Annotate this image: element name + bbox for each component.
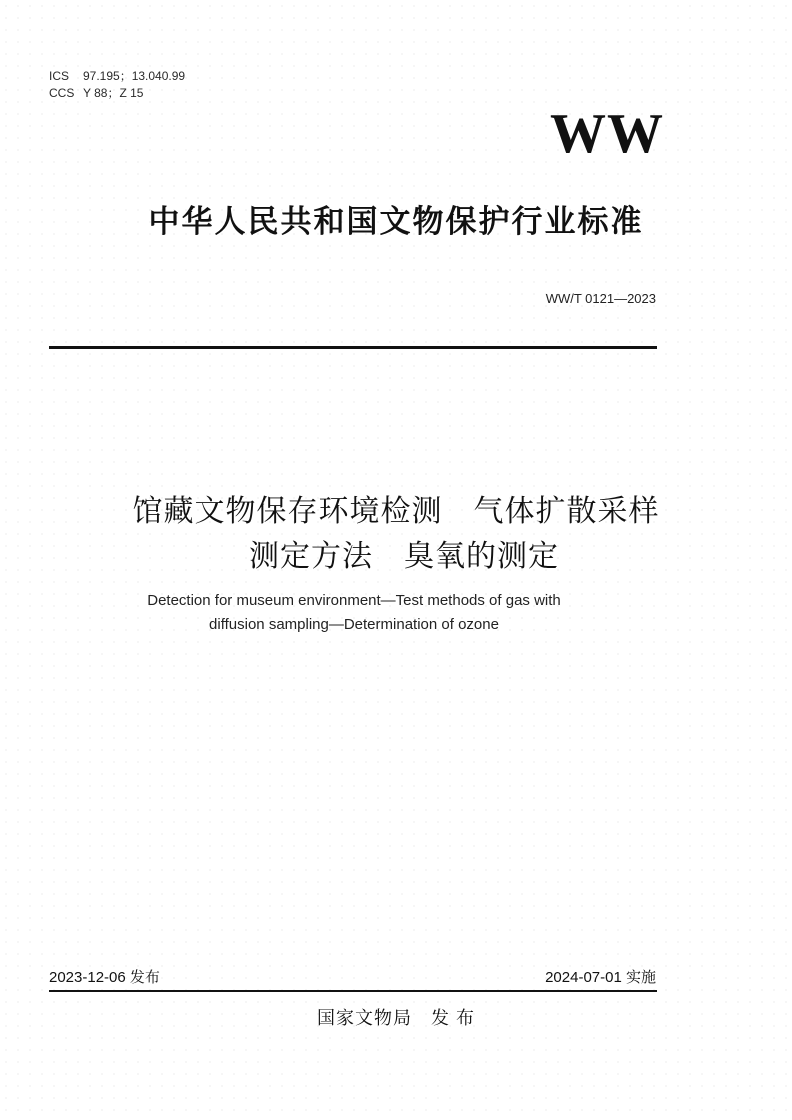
- ccs-code: [49, 85, 185, 102]
- issuing-authority: 国家文物局 发 布: [316, 1008, 475, 1028]
- chinese-title-line-2: 测定方法 臭氧的测定: [249, 539, 559, 574]
- english-title-line-1: Detection for museum environment—Test methods of gas with: [147, 592, 561, 609]
- ccs-value: Y 88；Z 15: [83, 86, 144, 100]
- english-title-line-2: diffusion sampling—Determination of ozone: [209, 616, 499, 633]
- footer-divider: [49, 990, 657, 992]
- issue-date: 2023-12-06 发布: [49, 969, 160, 986]
- standard-category-title: 中华人民共和国文物保护行业标准: [148, 204, 644, 240]
- header-divider: [49, 346, 657, 349]
- standard-logo: WW: [550, 103, 664, 165]
- ics-value: 97.195；13.040.99: [83, 69, 186, 83]
- standard-number: WW/T 0121—2023: [545, 291, 656, 306]
- ics-label: ICS: [49, 69, 70, 83]
- implementation-date: 2024-07-01 实施: [545, 969, 656, 986]
- chinese-title-line-1: 馆藏文物保存环境检测 气体扩散采样: [132, 494, 660, 529]
- ics-code: [49, 68, 185, 85]
- classification-codes: [49, 68, 185, 102]
- ccs-label: CCS: [49, 86, 75, 100]
